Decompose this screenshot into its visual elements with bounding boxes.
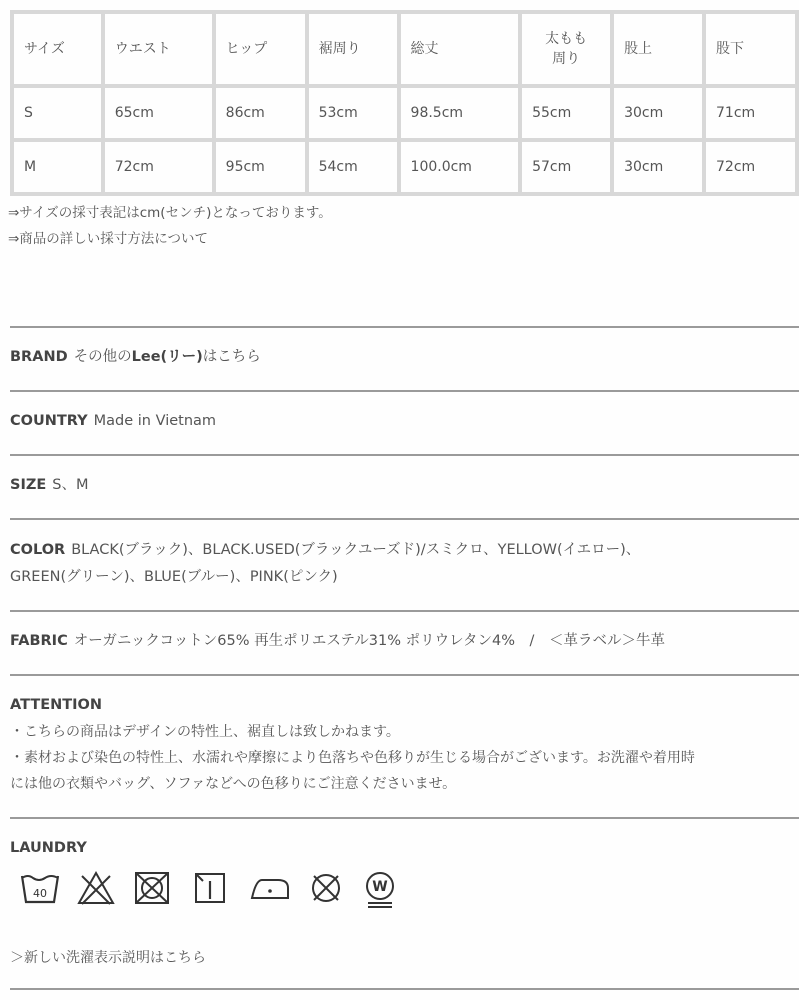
header-cell: 股上 [612,12,704,86]
line-dry-shade-icon [190,870,230,906]
wet-clean-icon [360,870,400,910]
color-value-line1: BLACK(ブラック)、BLACK.USED(ブラックユーズド)/スミクロ、YELLOW(イエロー)、 [71,542,641,558]
size-table [10,10,799,196]
wash-temp-text: 40 [33,887,47,900]
table-cell: 65cm [103,86,214,140]
header-cell: 股下 [704,12,797,86]
attention-line: には他の衣類やバッグ、ソファなどへの色移りにご注意くださいませ。 [10,776,457,792]
country-value: Made in Vietnam [93,413,217,429]
unit-note: ⇒サイズの採寸表記はcm(センチ)となっております。 [8,205,332,221]
size-row [10,472,795,499]
brand-prefix: その他の [73,349,132,365]
attention-line: ・こちらの商品はデザインの特性上、裾直しは致しかねます。 [10,724,400,740]
no-bleach-icon [76,870,116,906]
color-row [10,537,795,591]
table-cell: 98.5cm [399,86,521,140]
table-cell: S [12,86,103,140]
country-row [10,408,795,435]
table-cell: 57cm [520,140,612,194]
table-row [12,86,797,140]
brand-suffix: はこちら [202,349,261,365]
divider [10,518,799,520]
brand-label: BRAND [10,349,68,365]
table-cell: 72cm [704,140,797,194]
table-row [12,140,797,194]
attention-section [10,692,795,797]
divider [10,610,799,612]
brand-link[interactable]: Lee(リー) [131,349,203,365]
laundry-section [10,835,795,862]
divider [10,988,799,990]
table-cell: 72cm [103,140,214,194]
table-cell: 71cm [704,86,797,140]
header-cell: 裾周り [307,12,399,86]
table-cell: 86cm [214,86,307,140]
table-cell: M [12,140,103,194]
header-cell: 総丈 [399,12,521,86]
header-cell: ウエスト [103,12,214,86]
divider [10,674,799,676]
size-label: SIZE [10,477,47,493]
attention-label: ATTENTION [10,697,102,713]
header-cell: ヒップ [214,12,307,86]
country-label: COUNTRY [10,413,88,429]
divider [10,454,799,456]
wash-40-icon [20,870,60,906]
table-header-row [12,12,797,86]
table-cell: 55cm [520,86,612,140]
table-cell: 54cm [307,140,399,194]
table-cell: 30cm [612,140,704,194]
divider [10,390,799,392]
size-value: S、M [52,477,89,493]
laundry-label: LAUNDRY [10,840,87,856]
fabric-label: FABRIC [10,633,68,649]
color-label: COLOR [10,542,66,558]
header-cell: サイズ [12,12,103,86]
table-cell: 95cm [214,140,307,194]
iron-low-icon [248,870,294,906]
laundry-guide-link[interactable]: ＞新しい洗濯表示説明はこちら [10,950,206,966]
table-cell: 100.0cm [399,140,521,194]
header-cell: 太もも 周り [520,12,612,86]
fabric-value: オーガニックコットン65% 再生ポリエステル31% ポリウレタン4% / ＜革ラベル＞牛革 [73,633,665,649]
table-cell: 53cm [307,86,399,140]
brand-row [10,344,795,371]
attention-line: ・素材および染色の特性上、水濡れや摩擦により色落ちや色移りが生じる場合がございます。お洗濯や着用時 [10,750,695,766]
divider [10,817,799,819]
divider [10,326,799,328]
wet-clean-text: W [372,879,388,895]
color-value-line2: GREEN(グリーン)、BLUE(ブルー)、PINK(ピンク) [10,569,338,585]
fabric-row [10,628,795,655]
measure-method-link[interactable]: ⇒商品の詳しい採寸方法について [8,231,209,247]
no-tumble-dry-icon [132,870,172,906]
table-cell: 30cm [612,86,704,140]
no-dry-clean-icon [306,870,346,906]
